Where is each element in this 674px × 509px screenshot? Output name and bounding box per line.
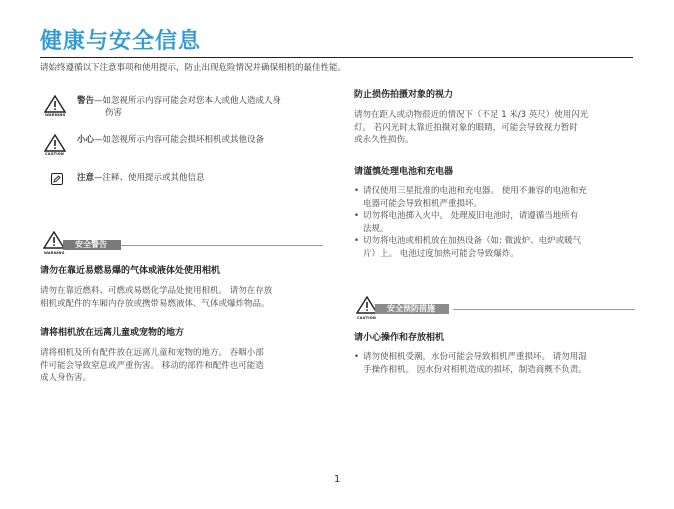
legend-warning-term: 警告: [77, 96, 95, 106]
warning-band-label: 安全警告: [63, 240, 121, 250]
legend-caution-term: 小心: [77, 135, 95, 145]
legend-note-desc: —注释、使用提示或其他信息: [94, 173, 205, 183]
warning-band-line: [121, 245, 323, 246]
battery-bullet-list: [354, 185, 636, 260]
caution-icon-caption: CAUTION: [45, 152, 65, 156]
caution-band-label: 安全预防措施: [375, 304, 449, 314]
list-item: [354, 235, 636, 260]
section-heading-children: 请将相机放在远离儿童或宠物的地方: [40, 328, 185, 338]
section-heading-battery: 请谨慎处理电池和充电器: [354, 167, 454, 177]
title-rule: [40, 57, 633, 58]
bullet-line: 法规。: [363, 223, 389, 234]
list-item: [354, 351, 636, 376]
bullet-line: • 切勿将电池掷入火中。 处理废旧电池时，请遵循当地所有: [363, 211, 579, 221]
legend-note: [44, 172, 314, 192]
note-pencil-icon: [51, 173, 63, 185]
bullet-line: 片）上。 电池过度加热可能会导致爆炸。: [363, 248, 519, 259]
list-item: [354, 210, 636, 235]
legend-warning-line2: 伤害: [105, 108, 123, 118]
intro-text: 请始终遵循以下注意事项和使用提示，防止出现危险情况并确保相机的最佳性能。: [40, 63, 347, 73]
section-heading-handling: 请小心操作和存放相机: [354, 333, 445, 343]
paragraph-line: 请勿在靠近燃料、可燃或易燃化学品处使用相机。 请勿在存放: [40, 286, 273, 296]
bullet-line: 电器可能会导致相机严重损坏。: [363, 198, 483, 209]
section-heading-flammable: 请勿在靠近易燃易爆的气体或液体处使用相机: [40, 266, 221, 276]
legend-warning-line1: —如忽视所示内容可能会对您本人或他人造成人身: [94, 96, 282, 106]
bullet-line: • 请仅使用三星批准的电池和充电器。 使用不兼容的电池和充: [363, 186, 587, 196]
warning-triangle-icon: [44, 95, 70, 119]
caution-triangle-icon: [44, 134, 70, 158]
paragraph-line: 灯。 若闪光时太靠近拍摄对象的眼睛，可能会导致视力暂时: [354, 122, 578, 133]
bullet-line: • 切勿将电池或相机放在加热设备（如: 微波炉、电炉或暖气: [363, 236, 582, 246]
paragraph-line: 请将相机及所有配件放在远离儿童和宠物的地方。 吞咽小部: [40, 348, 264, 358]
handling-bullet-list: [354, 351, 636, 376]
paragraph-line: 相机或配件的车厢内存放或携带易燃液体、气体或爆炸物品。: [40, 298, 270, 309]
caution-band-caption: CAUTION: [357, 316, 377, 320]
legend-caution: [44, 134, 314, 160]
section-heading-vision: 防止损伤拍摄对象的视力: [354, 90, 454, 100]
paragraph-flammable: [40, 285, 330, 310]
list-item: [354, 185, 636, 210]
legend-warning-text: [77, 95, 317, 119]
legend-caution-desc: —如忽视所示内容可能会损坏相机或其他设备: [94, 135, 265, 145]
legend-note-text: [77, 172, 317, 184]
paragraph-line: 件可能会导致窒息或严重伤害。 移动的部件和配件也可能造: [40, 360, 264, 371]
warning-band: [63, 240, 323, 250]
paragraph-line: 成人身伤害。: [40, 373, 92, 383]
legend-warning: [44, 95, 314, 121]
warning-band-caption: WARNING: [44, 251, 65, 255]
caution-band-line: [453, 309, 635, 310]
page-title: 健康与安全信息: [40, 29, 202, 54]
paragraph-line: 请勿在距人或动物很近的情况下（不足 1 米/3 英尺）使用闪光: [354, 110, 589, 120]
warning-icon-caption: WARNING: [45, 113, 66, 117]
caution-band: [375, 304, 635, 314]
legend-note-term: 注意: [77, 173, 95, 183]
bullet-line: 手操作相机。 因水份对相机造成的损坏，制造商概不负责。: [363, 364, 587, 375]
paragraph-line: 或永久性损伤。: [354, 135, 414, 145]
bullet-line: • 请勿使相机受潮，水份可能会导致相机严重损坏。 请勿用湿: [363, 352, 587, 362]
page-number: 1: [334, 474, 341, 485]
paragraph-vision: [354, 109, 634, 147]
legend-caution-text: [77, 134, 317, 146]
paragraph-children: [40, 347, 330, 385]
